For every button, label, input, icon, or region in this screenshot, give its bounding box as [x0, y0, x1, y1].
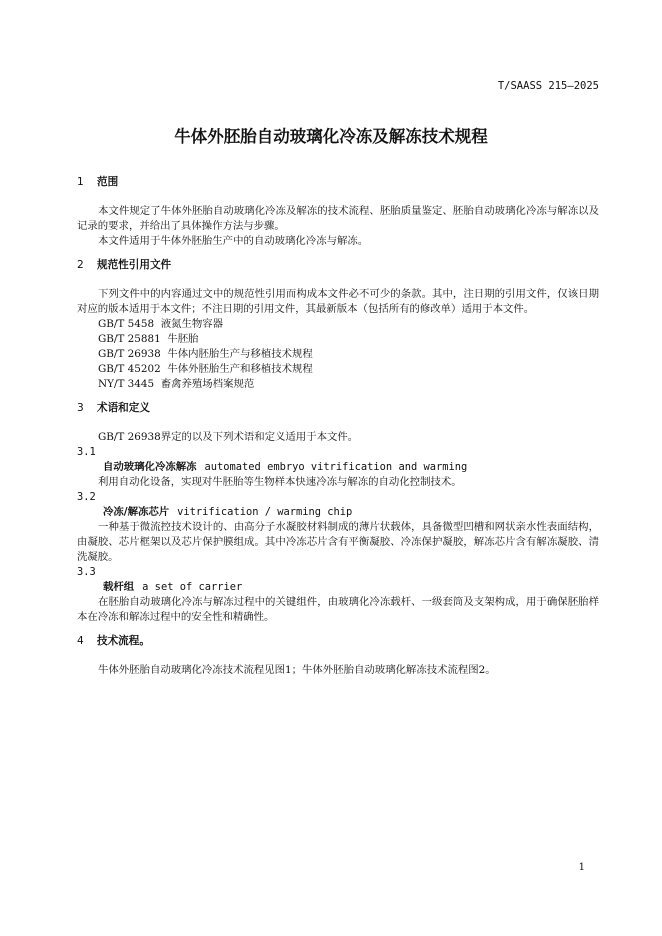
- section-2-heading: [77, 258, 599, 273]
- reference-item: NY/T 3445 畜禽养殖场档案规范: [98, 378, 255, 390]
- section-1-paragraph-1: 本文件规定了牛体外胚胎自动玻璃化冷冻及解冻的技术流程、胚胎质量鉴定、胚胎自动玻璃化冷冻与解冻以及记录的要求，并给出了具体操作方法与步骤。: [77, 205, 599, 232]
- section-2-paragraph-1: 下列文件中的内容通过文中的规范性引用而构成本文件必不可少的条款。其中，注日期的引用文件，仅该日期对应的版本适用于本文件；不注日期的引用文件，其最新版本（包括所有的修改单）适用于本文件。: [77, 288, 599, 315]
- term-entry: [103, 460, 599, 475]
- term-number: 3.3: [77, 566, 96, 578]
- term-number: 3.1: [77, 446, 96, 458]
- term-english: automated embryo vitrification and warming: [204, 461, 468, 473]
- term-definition: 一种基于微流控技术设计的、由高分子水凝胶材料制成的薄片状载体，具备微型凹槽和网状亲水性表面结构，由凝胶、芯片框架以及芯片保护膜组成。其中冷冻芯片含有平衡凝胶、冷冻保护凝胶，解冻芯片含有解冻凝胶、清洗凝胶。: [77, 521, 599, 563]
- document-code: T/SAASS 215—2025: [497, 80, 599, 92]
- section-number: 2: [77, 259, 84, 271]
- reference-item: GB/T 26938 牛体内胚胎生产与移植技术规程: [98, 348, 313, 360]
- section-title: 技术流程。: [97, 635, 150, 647]
- section-number: 1: [77, 176, 84, 188]
- section-4-paragraph-1: 牛体外胚胎自动玻璃化冷冻技术流程见图1；牛体外胚胎自动玻璃化解冻技术流程图2。: [98, 664, 496, 676]
- section-1-paragraph-2: 本文件适用于牛体外胚胎生产中的自动玻璃化冷冻与解冻。: [98, 235, 369, 247]
- term-number: 3.2: [77, 491, 96, 503]
- section-title: 术语和定义: [97, 402, 150, 414]
- term-english: vitrification / warming chip: [177, 506, 353, 518]
- page-number: 1: [578, 862, 585, 873]
- term-chinese: 载杆组: [103, 581, 135, 593]
- term-definition: 利用自动化设备，实现对牛胚胎等生物样本快速冷冻与解冻的自动化控制技术。: [98, 476, 462, 488]
- term-chinese: 自动玻璃化冷冻解冻: [103, 461, 197, 473]
- section-title: 范围: [97, 176, 119, 188]
- section-1-heading: [77, 175, 599, 190]
- section-3-paragraph-1: GB/T 26938界定的以及下列术语和定义适用于本文件。: [98, 431, 359, 443]
- section-number: 3: [77, 402, 84, 414]
- document-body: [77, 175, 599, 678]
- reference-item: GB/T 45202 牛体外胚胎生产和移植技术规程: [98, 363, 313, 375]
- term-entry: [103, 505, 599, 520]
- section-4-heading: [77, 634, 599, 649]
- term-definition: 在胚胎自动玻璃化冷冻与解冻过程中的关键组件，由玻璃化冷冻载杆、一级套筒及支架构成，用于确保胚胎样本在冷冻和解冻过程中的安全性和精确性。: [77, 596, 599, 623]
- reference-item: GB/T 25881 牛胚胎: [98, 333, 199, 345]
- term-entry: [103, 580, 599, 595]
- section-3-heading: [77, 401, 599, 416]
- section-title: 规范性引用文件: [97, 259, 172, 271]
- term-english: a set of carrier: [142, 581, 243, 593]
- term-chinese: 冷冻/解冻芯片: [103, 506, 170, 518]
- reference-item: GB/T 5458 液氮生物容器: [98, 318, 224, 330]
- section-number: 4: [77, 635, 84, 647]
- document-title: 牛体外胚胎自动玻璃化冷冻及解冻技术规程: [174, 127, 488, 146]
